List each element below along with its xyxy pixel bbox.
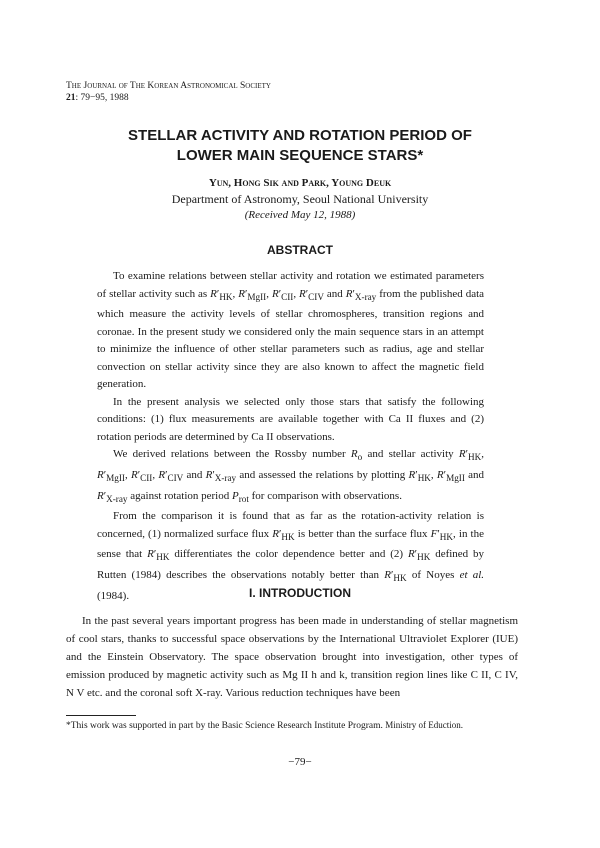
abstract-text: et al. xyxy=(459,569,485,582)
footnote-text: *This work was supported in part by the Basic Science Research Institute Program. xyxy=(66,721,383,731)
abstract-text: , in the sense that xyxy=(97,527,484,561)
journal-volume-line xyxy=(66,92,271,104)
abstract-paragraph-2: In the present analysis we selected only those stars that satisfy the following conditions: (1) flux measurements are available together with Ca II fluxes and (2) rotation periods are determined by Ca II observations. xyxy=(97,395,484,443)
abstract-paragraph-1: To examine relations between stellar activity and rotation we estimated parameters of stellar activity such as $R'_{HK}$, $R'_{MgII}$, $R'_{CII}$, $R'_{CIV}$ and $R'_{X-ray}$ from the published data which measure the activity levels of stellar chromospheres, transition regions and coronae. In the present study we considered only the main sequence stars in an attempt to minimize the influence of other stellar parameters such as radius, age and stellar convection on stellar activity since they are also known to affect the magnetic field generation. xyxy=(97,270,485,391)
title-line-2: LOWER MAIN SEQUENCE STARS* xyxy=(176,147,424,164)
abstract-heading: ABSTRACT xyxy=(267,243,333,257)
journal-name: The Journal of The Korean Astronomical Society xyxy=(66,81,271,91)
abstract-paragraph-4: From the comparison it is found that as far as the rotation-activity relation is concerned, (1) normalized surface flux $R'_{HK}$ is better than the surface flux $F'_{HK}$, in the sense that $R'_{HK}$ differentiates the color dependence better and (2) $R'_{HK}$ defined by Rutten (1984) describes the observations notably better than $R'_{HK}$ of Noyes et al. (1984). xyxy=(97,510,485,602)
abstract-text: defined by Rutten (1984) describes the observations notably better than xyxy=(97,548,485,582)
abstract-text: from the published data which measure the activity levels of stellar chromospheres, transition regions and coronae. In the present study we considered only the main sequence stars in an attempt to minimize the influence of other stellar parameters such as radius, age and stellar convection on stellar activity since they are also known to affect the magnetic field generation. xyxy=(97,287,485,391)
footnote xyxy=(66,719,518,733)
abstract-text: From the comparison it is found that as far as the rotation-activity relation is concerned, (1) normalized surface flux xyxy=(97,510,484,540)
abstract-text: (1984). xyxy=(97,589,130,602)
affiliation: Department of Astronomy, Seoul National University xyxy=(171,192,429,206)
introduction-paragraph-1: In the past several years important progress has been made in understanding of stellar magnetism of cool stars, thanks to successful space observations by the International Ultraviolet Explorer (IUE) and the Einstein Observatory. The space observation brought into investigation, other types of emission produced by magnetic activity such as Mg II h and k, transition region lines like C II, C IV, N V etc. and the coronal soft X-ray. Various reduction techniques have been xyxy=(66,615,518,699)
abstract-text: against rotation period xyxy=(130,489,230,502)
abstract-text: We derived relations between the Rossby number xyxy=(113,448,346,461)
abstract-text: of Noyes xyxy=(411,569,455,582)
journal-pages: : 79−95, 1988 xyxy=(75,93,129,103)
abstract-body xyxy=(97,268,484,605)
page-number: −79− xyxy=(288,756,312,768)
abstract-text: is better than the surface flux xyxy=(297,527,428,540)
authors: Yun, Hong Sik and Park, Young Deuk xyxy=(208,177,392,189)
introduction-heading: I. INTRODUCTION xyxy=(249,586,351,600)
introduction-body xyxy=(66,612,518,702)
title-line-1: STELLAR ACTIVITY AND ROTATION PERIOD OF xyxy=(128,127,472,144)
abstract-text: for comparison with observations. xyxy=(251,489,402,502)
abstract-paragraph-3: We derived relations between the Rossby number $R_o$ and stellar activity $R'_{HK}$, $R'_{MgII}$, $R'_{CII}$, $R'_{CIV}$ and $R'_{X-ray}$ and assessed the relations by plotting $R'_{HK}$, $R'_{MgII}$ and $R'_{X-ray}$ against rotation period $P_{rot}$ for comparison with observations. xyxy=(97,448,485,504)
received-date: (Received May 12, 1988) xyxy=(244,209,356,221)
abstract-text: and stellar activity xyxy=(367,448,454,461)
abstract-text: and assessed the relations by plotting xyxy=(239,468,406,481)
journal-volume: 21 xyxy=(66,93,76,103)
paper-title xyxy=(0,126,600,166)
abstract-text: differentiates the color dependence better and (2) xyxy=(174,548,404,561)
footnote-rule xyxy=(66,715,136,716)
journal-header xyxy=(66,80,271,104)
footnote-small-text: Ministry of Eduction. xyxy=(385,720,463,730)
abstract-text: To examine relations between stellar activity and rotation we estimated parameters of stellar activity such as xyxy=(97,270,484,300)
